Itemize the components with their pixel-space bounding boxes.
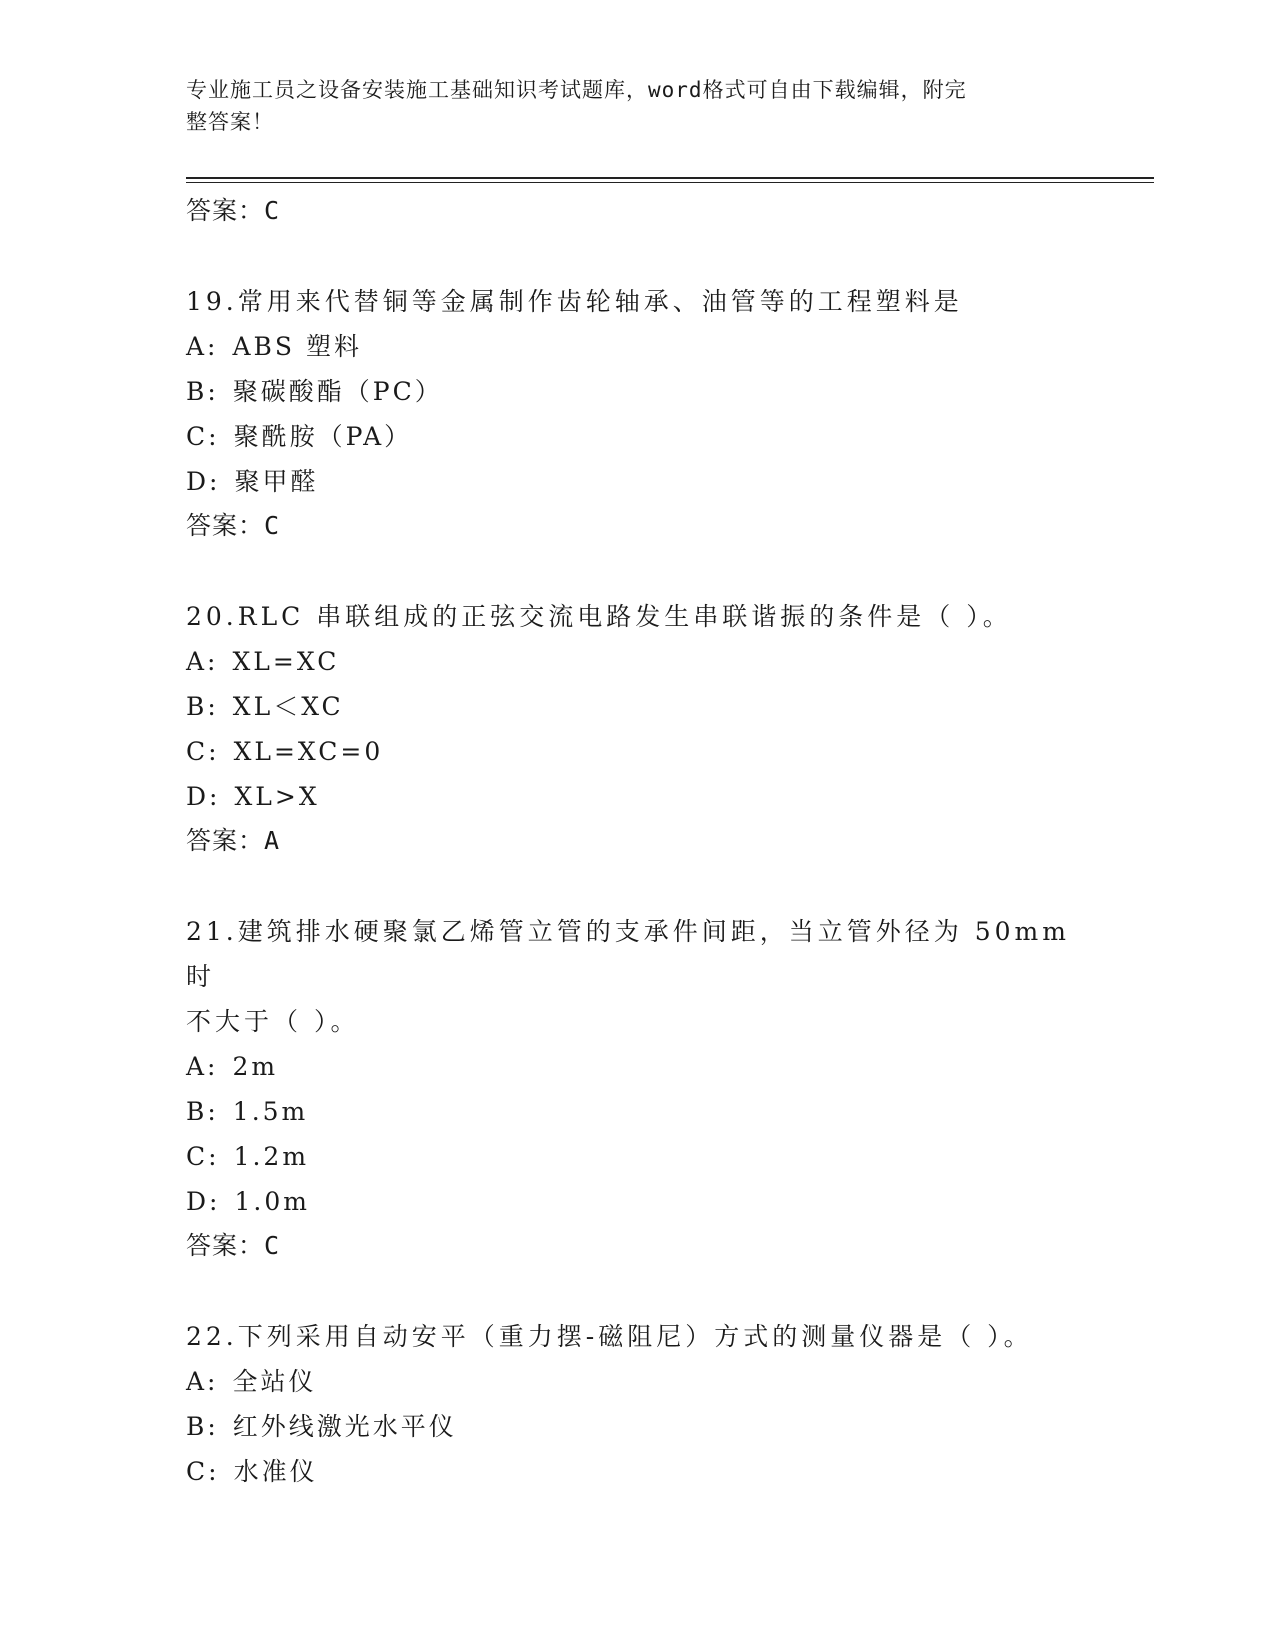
option-key: A: (186, 1367, 219, 1396)
option-d (186, 774, 1086, 819)
answer-line (186, 504, 1086, 548)
question-stem: 22.下列采用自动安平（重力摆-磁阻尼）方式的测量仪器是（ ）。 (186, 1322, 1033, 1351)
option-text: 全站仪 (232, 1367, 317, 1396)
option-key: C: (186, 1457, 220, 1486)
option-text: 1.2m (233, 1142, 310, 1171)
answer-label: 答案： (186, 511, 265, 540)
question-stem: 20.RLC 串联组成的正弦交流电路发生串联谐振的条件是（ ）。 (186, 602, 1012, 631)
question-list (186, 189, 1086, 1494)
option-text: 1.0m (234, 1187, 310, 1216)
header-divider-thin (186, 182, 1154, 183)
option-key: C: (186, 737, 220, 766)
option-key: B: (186, 692, 219, 721)
option-text: 水准仪 (233, 1457, 318, 1486)
option-text: 聚酰胺（PA） (233, 422, 413, 451)
option-text: XL=XC (232, 647, 340, 676)
option-c (186, 729, 1086, 774)
answer-line (186, 1224, 1086, 1268)
option-text: ABS 塑料 (232, 332, 362, 361)
header-line-2: 整答案！ (186, 110, 274, 134)
option-b (186, 684, 1086, 729)
question-stem: 19.常用来代替铜等金属制作齿轮轴承、油管等的工程塑料是 (186, 287, 963, 316)
option-a (186, 1044, 1086, 1089)
option-key: C: (186, 1142, 220, 1171)
option-c (186, 1134, 1086, 1179)
option-key: A: (186, 1052, 219, 1081)
option-c (186, 414, 1086, 459)
option-text: 红外线激光水平仪 (232, 1412, 457, 1441)
question-stem-continued: 不大于（ ）。 (186, 1007, 360, 1036)
option-key: D: (186, 1187, 221, 1216)
question-block (186, 909, 1086, 1268)
answer-label: 答案： (186, 1231, 265, 1260)
option-text: XL>X (234, 782, 320, 811)
option-key: A: (186, 647, 219, 676)
document-header (186, 74, 1066, 138)
option-d (186, 459, 1086, 504)
option-d (186, 1179, 1086, 1224)
option-b (186, 1089, 1086, 1134)
answer-value: A (264, 826, 281, 855)
option-key: D: (186, 467, 221, 496)
answer-line (186, 819, 1086, 863)
option-key: B: (186, 377, 219, 406)
option-text: XL＜XC (232, 692, 344, 721)
option-a (186, 324, 1086, 369)
option-text: 1.5m (232, 1097, 309, 1126)
option-text: 聚碳酸酯（PC） (232, 377, 443, 406)
question-block (186, 1314, 1086, 1494)
option-a (186, 1359, 1086, 1404)
answer-value: C (264, 1231, 281, 1260)
option-key: D: (186, 782, 221, 811)
option-b (186, 369, 1086, 414)
option-b (186, 1404, 1086, 1449)
answer-label: 答案： (186, 826, 265, 855)
option-c (186, 1449, 1086, 1494)
header-line-1: 专业施工员之设备安装施工基础知识考试题库，word格式可自由下载编辑，附完 (186, 78, 967, 102)
answer-line (186, 189, 1086, 233)
option-key: B: (186, 1412, 219, 1441)
option-text: 2m (232, 1052, 279, 1081)
option-key: A: (186, 332, 219, 361)
option-a (186, 639, 1086, 684)
answer-label: 答案： (186, 196, 265, 225)
answer-value: C (264, 511, 281, 540)
option-key: B: (186, 1097, 219, 1126)
question-block (186, 279, 1086, 548)
option-text: XL=XC=0 (233, 737, 384, 766)
question-stem: 21.建筑排水硬聚氯乙烯管立管的支承件间距，当立管外径为 50mm 时 (186, 917, 1070, 991)
question-block (186, 594, 1086, 863)
option-key: C: (186, 422, 220, 451)
answer-value: C (264, 196, 281, 225)
option-text: 聚甲醛 (234, 467, 319, 496)
header-divider-thick (186, 177, 1154, 179)
